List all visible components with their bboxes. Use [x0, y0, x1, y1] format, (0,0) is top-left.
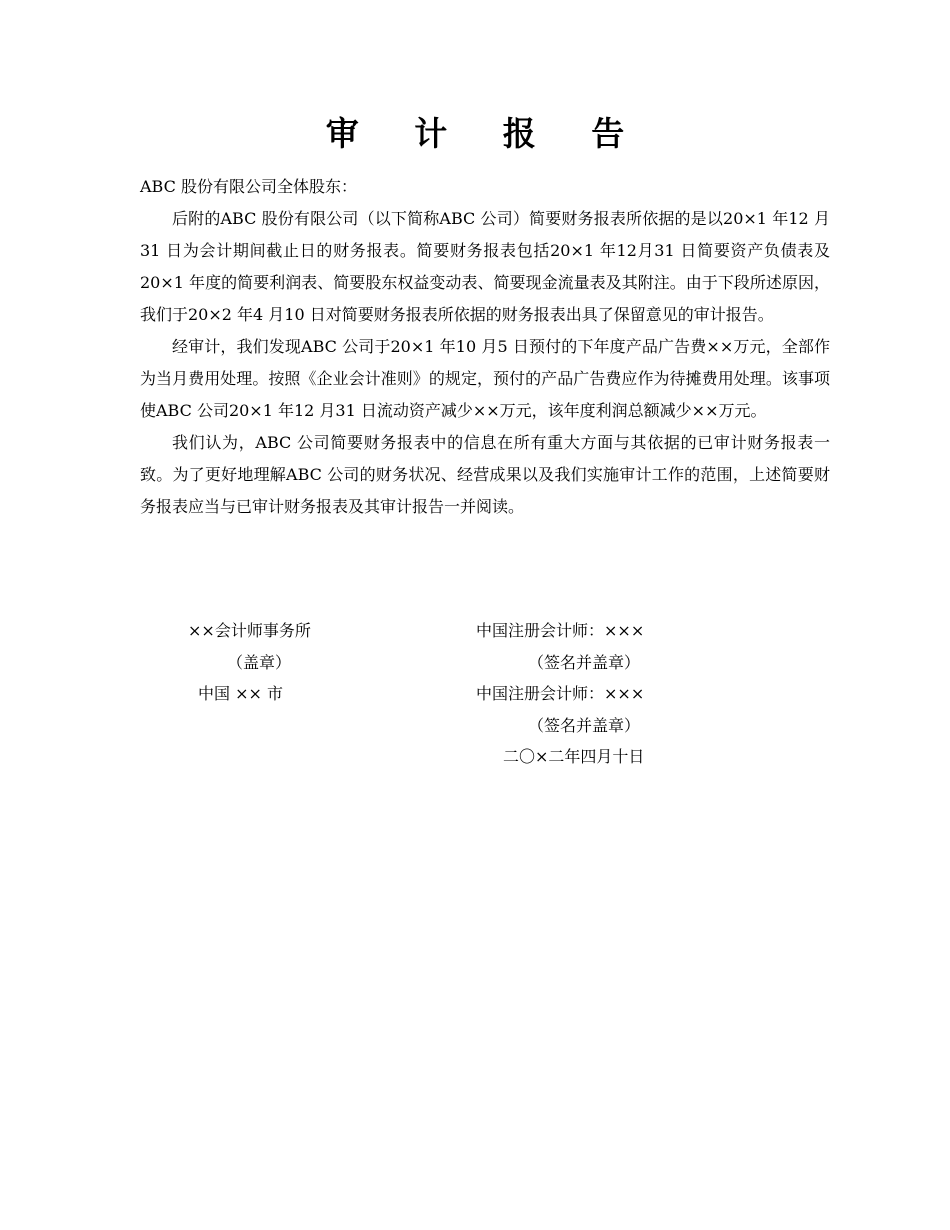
firm-seal: （盖章）: [227, 652, 292, 672]
cpa-2-label: 中国注册会计师：×××: [476, 684, 645, 703]
paragraph-opinion: 我们认为，ABC 公司简要财务报表中的信息在所有重大方面与其依据的已审计财务报表一致。为了更好地理解ABC 公司的财务状况、经营成果以及我们实施审计工作的范围，上述简要财务报表应当与已审计财务报表及其审计报告一并阅读。: [140, 433, 830, 516]
salutation: ABC 股份有限公司全体股东：: [140, 177, 357, 196]
paragraph-finding: 经审计，我们发现ABC 公司于20×1 年10 月5 日预付的下年度产品广告费××万元，全部作为当月费用处理。按照《企业会计准则》的规定，预付的产品广告费应作为待摊费用处理。该事项使ABC 公司20×1 年12 月31 日流动资产减少××万元，该年度利润总额减少××万元。: [140, 337, 830, 420]
cpa-1-label: 中国注册会计师：×××: [476, 621, 645, 640]
firm-signature-block: [140, 615, 400, 710]
cpa-1-seal: （签名并盖章）: [528, 652, 641, 672]
report-body: [140, 171, 830, 523]
paragraph-basis: 后附的ABC 股份有限公司（以下简称ABC 公司）简要财务报表所依据的是以20×1 年12 月31 日为会计期间截止日的财务报表。简要财务报表包括20×1 年12月31 日简要资产负债表及20×1 年度的简要利润表、简要股东权益变动表、简要现金流量表及其附注。由于下段所述原因，我们于20×2 年4 月10 日对简要财务报表所依据的财务报表出具了保留意见的审计报告。: [140, 209, 830, 324]
firm-location: 中国 ×× 市: [198, 684, 283, 703]
page-title: 审 计 报 告: [325, 114, 647, 153]
report-date: 二〇×二年四月十日: [503, 747, 645, 766]
cpa-2-seal: （签名并盖章）: [528, 715, 641, 735]
cpa-signature-block: [460, 615, 700, 773]
firm-name: ××会计师事务所: [188, 621, 311, 640]
